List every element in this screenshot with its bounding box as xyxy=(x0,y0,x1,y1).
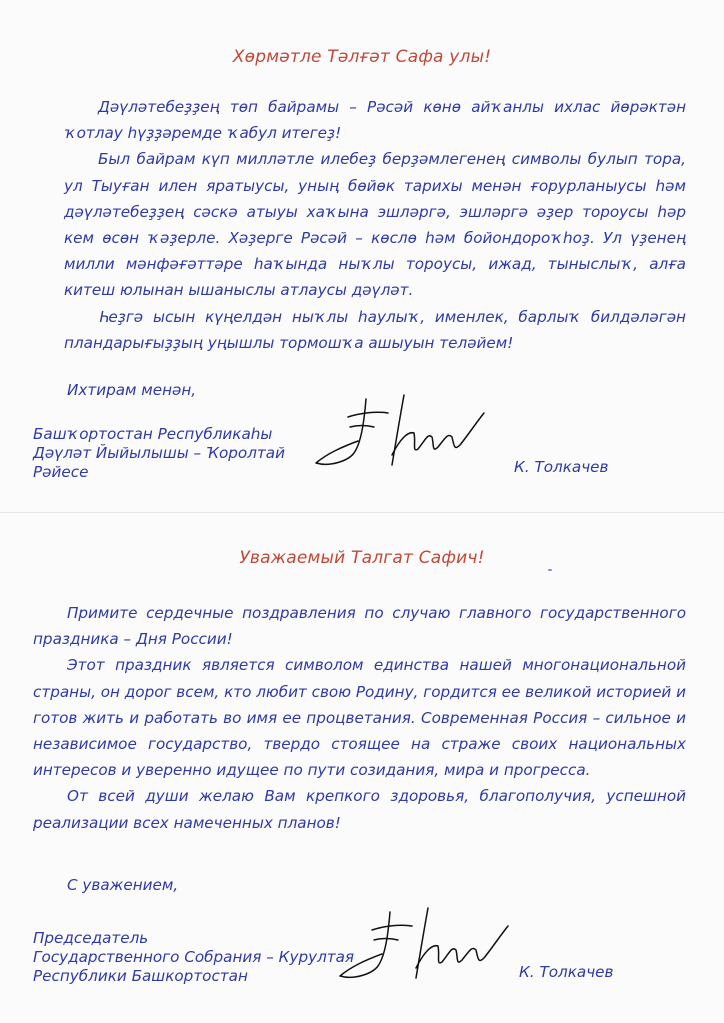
section-divider xyxy=(0,512,724,513)
paragraph-bashkir-2: Был байрам күп милләтле илебеҙ берҙәмлегенең символы булып тора, ул Тыуған илен яратыусы, уның бөйөк тарихы менән ғорурланыусы һәм дәүләтебеҙҙең сәскә атыуы хаҡына эшләргә, эшләргә әҙер тороусы һәр кем өсөн ҡәҙерле. Хәҙерге Рәсәй – көслө һәм бойондороҡһоҙ. Ул үҙенең милли мәнфәғәттәре һаҡында ныҡлы тороусы, ижад, тыныслыҡ, алға китеш юлынан ышаныслы атлаусы дәүләт. xyxy=(64,150,686,300)
greeting-russian: Уважаемый Талгат Сафич! xyxy=(239,548,485,568)
closing-bashkir: Ихтирам менән, xyxy=(67,381,197,399)
position-line: Республики Башкортостан xyxy=(33,967,248,985)
position-line: Рәйесе xyxy=(33,463,89,481)
position-bashkir xyxy=(33,425,285,482)
position-russian xyxy=(33,929,354,986)
signature-russian xyxy=(332,898,522,988)
position-line: Председатель xyxy=(33,929,149,947)
paragraph-bashkir-3: Һеҙгә ысын күңелдән ныҡлы һаулыҡ, именлек, барлыҡ билдәләгән пландарығыҙҙың уңышлы тормошҡа ашыуын теләйем! xyxy=(64,307,686,352)
signer-bashkir: К. Толкачев xyxy=(514,458,609,476)
signer-russian: К. Толкачев xyxy=(519,963,614,981)
scan-speck xyxy=(548,569,552,571)
closing-russian: С уважением, xyxy=(67,876,179,894)
paragraph-russian-1: Примите сердечные поздравления по случаю главного государственного праздника – Дня России! xyxy=(33,604,686,649)
paragraph-bashkir-1: Дәүләтебеҙҙең төп байрамы – Рәсәй көнө айҡанлы ихлас йөрәктән ҡотлау һүҙҙәремде ҡабул итегеҙ! xyxy=(64,98,686,143)
body-bashkir xyxy=(64,94,686,356)
body-russian xyxy=(33,600,686,836)
position-line: Государственного Собрания – Курултая xyxy=(33,948,355,966)
signature-bashkir xyxy=(308,383,498,473)
paragraph-russian-3: От всей души желаю Вам крепкого здоровья, благополучия, успешной реализации всех намеченных планов! xyxy=(33,787,686,832)
greeting-bashkir: Хөрмәтле Тәлғәт Сафа улы! xyxy=(232,47,492,67)
position-line: Дәүләт Йыйылышы – Ҡоролтай xyxy=(33,444,285,462)
position-line: Башҡортостан Республикаһы xyxy=(33,425,273,443)
paragraph-russian-2: Этот праздник является символом единства нашей многонациональной страны, он дорог всем, кто любит свою Родину, гордится ее великой историей и готов жить и работать во имя ее процветания. Современная Россия – сильное и независимое государство, твердо стоящее на страже своих национальных интересов и уверенно идущее по пути созидания, мира и прогресса. xyxy=(33,656,686,780)
